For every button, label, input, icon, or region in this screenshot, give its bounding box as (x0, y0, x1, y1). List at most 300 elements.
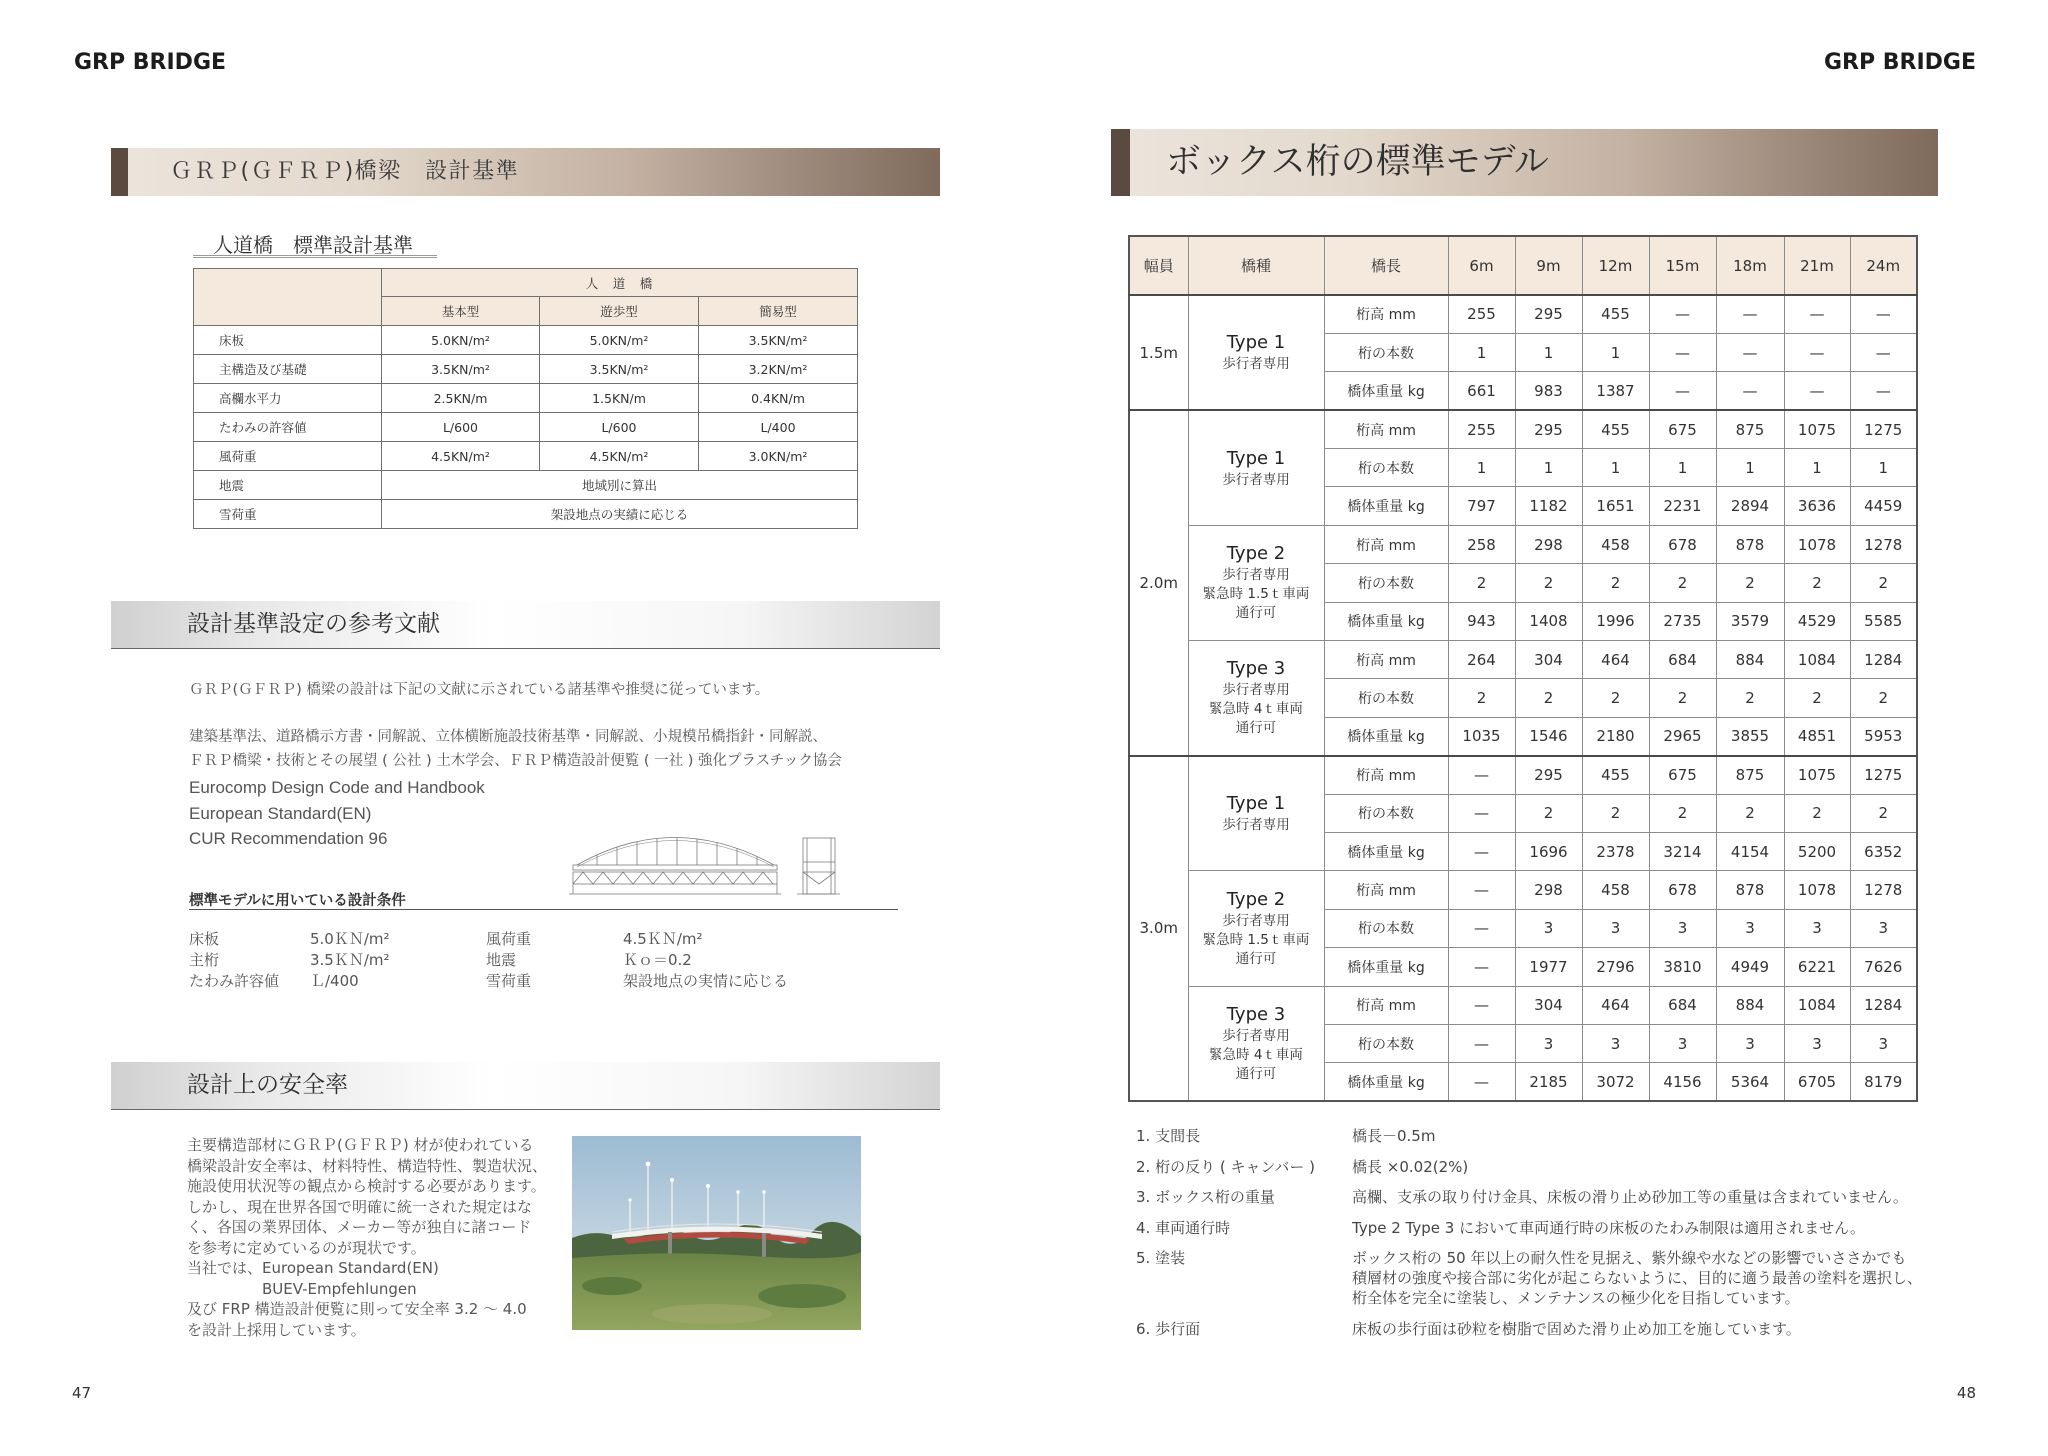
column-header-span: 9m (1515, 236, 1582, 295)
banner-accent-strip (1111, 129, 1130, 196)
type-cell (1188, 525, 1324, 640)
column-header-span: 6m (1448, 236, 1515, 295)
type-description: 歩行者専用 (1222, 912, 1290, 929)
value-cell: 5.0KN/m² (382, 326, 540, 355)
merged-cell: 架設地点の実績に応じる (382, 500, 858, 529)
value-cell: 2 (1515, 564, 1582, 602)
value-cell: L/600 (382, 413, 540, 442)
table-row (1129, 986, 1917, 1024)
value-cell: 1084 (1784, 986, 1850, 1024)
value-cell: 2 (1784, 564, 1850, 602)
value-cell: 255 (1448, 410, 1515, 448)
value-cell: — (1448, 756, 1515, 794)
value-cell: 684 (1649, 986, 1716, 1024)
paragraph-line: 及び FRP 構造設計便覧に則って安全率 3.2 ～ 4.0 (187, 1300, 527, 1318)
row-label: 橋体重量 kg (1324, 948, 1448, 986)
value-cell: 7626 (1850, 948, 1917, 986)
value-cell: 6221 (1784, 948, 1850, 986)
note-text (1352, 1126, 1435, 1146)
value-cell: 464 (1582, 986, 1649, 1024)
value-cell: 3072 (1582, 1063, 1649, 1101)
value-cell: 2 (1649, 679, 1716, 717)
row-label: 橋体重量 kg (1324, 832, 1448, 870)
value-cell: 943 (1448, 602, 1515, 640)
condition-label: 地震 (486, 951, 517, 969)
value-cell: 295 (1515, 410, 1582, 448)
row-label: 橋体重量 kg (1324, 372, 1448, 410)
section-band-references (111, 601, 940, 649)
type-cell (1188, 295, 1324, 410)
value-cell: 2 (1448, 564, 1515, 602)
value-cell: 1 (1515, 333, 1582, 371)
value-cell: — (1448, 1024, 1515, 1062)
value-cell: 304 (1515, 641, 1582, 679)
design-standard-table (193, 268, 858, 529)
type-description: 通行可 (1235, 720, 1277, 737)
type-description: 歩行者専用 (1222, 1027, 1290, 1044)
value-cell: 1 (1448, 333, 1515, 371)
note-line: 桁全体を完全に塗装し、メンテナンスの極少化を目指しています。 (1352, 1289, 1800, 1307)
box-girder-table (1128, 235, 1918, 1102)
bridge-elevation-drawing (569, 832, 840, 901)
table-row (194, 471, 858, 500)
value-cell: — (1649, 372, 1716, 410)
value-cell: 878 (1716, 525, 1784, 563)
row-label: 高欄水平力 (194, 384, 382, 413)
note-label: 2. 桁の反り ( キャンバー ) (1136, 1157, 1316, 1176)
row-label: 桁高 mm (1324, 871, 1448, 909)
value-cell: 2796 (1582, 948, 1649, 986)
value-cell: 3636 (1784, 487, 1850, 525)
column-header-length: 橋長 (1324, 236, 1448, 295)
value-cell: 3.5KN/m² (540, 355, 699, 384)
column-header-span: 24m (1850, 236, 1917, 295)
value-cell: 3 (1850, 909, 1917, 947)
value-cell: 3 (1582, 909, 1649, 947)
note-line: 高欄、支承の取り付け金具、床板の滑り止め砂加工等の重量は含まれていません。 (1352, 1188, 1908, 1206)
value-cell: 2 (1716, 679, 1784, 717)
type-description: 緊急時 4ｔ車両 (1209, 701, 1303, 718)
section-title: 設計上の安全率 (187, 1072, 348, 1098)
value-cell: 295 (1515, 295, 1582, 333)
value-cell: 1 (1716, 449, 1784, 487)
value-cell: 2 (1649, 794, 1716, 832)
value-cell: L/600 (540, 413, 699, 442)
condition-value: 5.0ＫＮ/m² (310, 930, 390, 948)
bridge-photo (572, 1136, 861, 1330)
width-cell: 2.0m (1129, 410, 1188, 756)
column-header-span: 15m (1649, 236, 1716, 295)
table-notes (1136, 1126, 1922, 1339)
international-sources (189, 775, 485, 852)
value-cell: 458 (1582, 525, 1649, 563)
value-cell: — (1784, 333, 1850, 371)
table-row (194, 413, 858, 442)
paragraph-line: を設計上採用しています。 (187, 1320, 366, 1339)
type-name: Type 3 (1226, 1003, 1286, 1025)
value-cell: 2231 (1649, 487, 1716, 525)
column-header-span: 21m (1784, 236, 1850, 295)
value-cell: 678 (1649, 871, 1716, 909)
value-cell: 3.0KN/m² (699, 442, 858, 471)
type-description: 歩行者専用 (1222, 356, 1290, 373)
japanese-sources (189, 725, 842, 773)
value-cell: 3.2KN/m² (699, 355, 858, 384)
row-label: たわみの許容値 (194, 413, 382, 442)
value-cell: 675 (1649, 410, 1716, 448)
value-cell: 678 (1649, 525, 1716, 563)
table-row (1129, 295, 1917, 333)
value-cell: 464 (1582, 641, 1649, 679)
note-line: 橋長 ×0.02(2%) (1352, 1157, 1469, 1176)
paragraph-line: 橋梁設計安全率は、材料特性、構造特性、製造状況、 (187, 1156, 548, 1175)
source-line: ＦＲＰ橋梁・技術とその展望 ( 公社 ) 土木学会、ＦＲＰ構造設計便覧 ( 一社 ) 強化プラスチック協会 (189, 753, 842, 769)
section-title: ＧＲＰ(ＧＦＲＰ)橋梁 設計基準 (170, 159, 520, 184)
column-header-width: 幅員 (1129, 236, 1188, 295)
value-cell: 6705 (1784, 1063, 1850, 1101)
value-cell: 1084 (1784, 641, 1850, 679)
value-cell: 258 (1448, 525, 1515, 563)
value-cell: 1 (1582, 333, 1649, 371)
note-line: ボックス桁の 50 年以上の耐久性を見据え、紫外線や水などの影響でいささかでも (1352, 1249, 1907, 1267)
column-header: 簡易型 (699, 297, 858, 326)
condition-label: 雪荷重 (486, 972, 532, 990)
row-label: 桁高 mm (1324, 986, 1448, 1024)
section-title: ボックス桁の標準モデル (1166, 142, 1549, 182)
banner-accent-strip (111, 148, 128, 196)
value-cell: 5364 (1716, 1063, 1784, 1101)
source-line: Eurocomp Design Code and Handbook (189, 778, 485, 797)
value-cell: 4.5KN/m² (382, 442, 540, 471)
value-cell: 2 (1582, 564, 1649, 602)
value-cell: 0.4KN/m (699, 384, 858, 413)
design-conditions (189, 929, 788, 992)
value-cell: 5585 (1850, 602, 1917, 640)
type-cell (1188, 871, 1324, 986)
type-name: Type 1 (1226, 793, 1286, 815)
value-cell: 3855 (1716, 717, 1784, 755)
references-intro: ＧＲＰ(ＧＦＲＰ) 橋梁の設計は下記の文献に示されている諸基準や推奨に従っています。 (189, 682, 770, 698)
value-cell: — (1448, 948, 1515, 986)
note-line: Type 2 Type 3 において車両通行時の床板のたわみ制限は適用されません。 (1352, 1218, 1865, 1237)
type-description: 緊急時 1.5ｔ車両 (1202, 586, 1310, 603)
value-cell: 4459 (1850, 487, 1917, 525)
condition-value: 架設地点の実情に応じる (623, 972, 789, 990)
note-text (1352, 1248, 1922, 1308)
type-description: 通行可 (1235, 950, 1277, 967)
value-cell: 3 (1515, 1024, 1582, 1062)
paragraph-line: しかし、現在世界各国で明確に統一された規定はな (187, 1197, 533, 1216)
row-label: 橋体重量 kg (1324, 602, 1448, 640)
condition-value: 4.5ＫＮ/m² (623, 930, 703, 948)
value-cell: 2894 (1716, 487, 1784, 525)
paragraph-line: く、各国の業界団体、メーカー等が独自に諸コード (187, 1218, 532, 1236)
value-cell: 1408 (1515, 602, 1582, 640)
note-label: 1. 支間長 (1136, 1127, 1201, 1145)
value-cell: 3214 (1649, 832, 1716, 870)
type-name: Type 1 (1226, 447, 1286, 469)
value-cell: 2185 (1515, 1063, 1582, 1101)
value-cell: 2 (1716, 564, 1784, 602)
value-cell: — (1649, 333, 1716, 371)
value-cell: 2965 (1649, 717, 1716, 755)
type-cell (1188, 641, 1324, 756)
condition-value: 3.5ＫＮ/m² (310, 951, 390, 969)
value-cell: 2 (1649, 564, 1716, 602)
note-row (1136, 1319, 1922, 1339)
value-cell: 1977 (1515, 948, 1582, 986)
value-cell: — (1784, 295, 1850, 333)
row-label: 桁の本数 (1324, 333, 1448, 371)
note-line: 床板の歩行面は砂粒を樹脂で固めた滑り止め加工を施しています。 (1352, 1319, 1801, 1338)
table-corner-cell (194, 269, 382, 326)
row-label: 橋体重量 kg (1324, 1063, 1448, 1101)
table-row (1129, 756, 1917, 794)
value-cell: 304 (1515, 986, 1582, 1024)
note-row (1136, 1187, 1922, 1207)
row-label: 桁高 mm (1324, 410, 1448, 448)
value-cell: 1275 (1850, 756, 1917, 794)
value-cell: — (1850, 333, 1917, 371)
value-cell: 2.5KN/m (382, 384, 540, 413)
note-label: 5. 塗装 (1136, 1249, 1186, 1267)
paragraph-line: 主要構造部材にＧＲＰ(ＧＦＲＰ) 材が使われている (187, 1136, 534, 1154)
value-cell: — (1850, 295, 1917, 333)
value-cell: 797 (1448, 487, 1515, 525)
value-cell: 2 (1850, 564, 1917, 602)
value-cell: 255 (1448, 295, 1515, 333)
value-cell: — (1850, 372, 1917, 410)
paragraph-line: 当社では、European Standard(EN) (187, 1259, 439, 1277)
source-line: 建築基準法、道路橋示方書・同解説、立体横断施設技術基準・同解説、小規模吊橋指針・同解説、 (189, 729, 827, 745)
value-cell: 5953 (1850, 717, 1917, 755)
value-cell: 6352 (1850, 832, 1917, 870)
value-cell: 4529 (1784, 602, 1850, 640)
value-cell: 3810 (1649, 948, 1716, 986)
table-subtitle: 人道橋 標準設計基準 (213, 233, 413, 257)
note-text (1352, 1319, 1801, 1339)
value-cell: L/400 (699, 413, 858, 442)
value-cell: 3579 (1716, 602, 1784, 640)
row-label: 桁高 mm (1324, 525, 1448, 563)
type-name: Type 3 (1226, 658, 1286, 680)
value-cell: 1.5KN/m (540, 384, 699, 413)
value-cell: 983 (1515, 372, 1582, 410)
value-cell: 2378 (1582, 832, 1649, 870)
value-cell: 1 (1448, 449, 1515, 487)
row-label: 雪荷重 (194, 500, 382, 529)
type-description: 歩行者専用 (1222, 682, 1290, 699)
value-cell: — (1716, 372, 1784, 410)
condition-label: たわみ許容値 (189, 972, 280, 990)
value-cell: 1275 (1850, 410, 1917, 448)
row-label: 桁の本数 (1324, 449, 1448, 487)
table-row (194, 355, 858, 384)
value-cell: 1 (1582, 449, 1649, 487)
value-cell: 455 (1582, 410, 1649, 448)
page-number-left: 47 (72, 1384, 92, 1402)
type-cell (1188, 986, 1324, 1101)
column-header: 遊歩型 (540, 297, 699, 326)
value-cell: 2 (1850, 794, 1917, 832)
value-cell: — (1448, 1063, 1515, 1101)
value-cell: 4851 (1784, 717, 1850, 755)
value-cell: 458 (1582, 871, 1649, 909)
row-label: 桁の本数 (1324, 564, 1448, 602)
width-cell: 3.0m (1129, 756, 1188, 1102)
note-row (1136, 1157, 1922, 1177)
value-cell: 1075 (1784, 756, 1850, 794)
value-cell: 3 (1649, 909, 1716, 947)
value-cell: 1078 (1784, 525, 1850, 563)
value-cell: 1387 (1582, 372, 1649, 410)
value-cell: 4154 (1716, 832, 1784, 870)
row-label: 風荷重 (194, 442, 382, 471)
value-cell: 1035 (1448, 717, 1515, 755)
value-cell: 1651 (1582, 487, 1649, 525)
value-cell: 1 (1649, 449, 1716, 487)
condition-value: Ｋｏ＝0.2 (623, 951, 692, 969)
condition-label: 風荷重 (486, 930, 532, 948)
table-row (1129, 525, 1917, 563)
value-cell: — (1716, 333, 1784, 371)
group-header: 人 道 橋 (382, 269, 858, 297)
value-cell: 8179 (1850, 1063, 1917, 1101)
value-cell: 455 (1582, 295, 1649, 333)
row-label: 桁高 mm (1324, 641, 1448, 679)
value-cell: 2 (1850, 679, 1917, 717)
value-cell: 675 (1649, 756, 1716, 794)
value-cell: — (1448, 794, 1515, 832)
note-line: 橋長－0.5m (1352, 1127, 1436, 1145)
type-description: 歩行者専用 (1222, 817, 1290, 834)
section-banner-box-girder (1111, 129, 1938, 196)
value-cell: 5200 (1784, 832, 1850, 870)
merged-cell: 地域別に算出 (382, 471, 858, 500)
type-cell (1188, 756, 1324, 871)
row-label: 桁の本数 (1324, 679, 1448, 717)
condition-label: 主桁 (189, 951, 220, 969)
value-cell: 2 (1716, 794, 1784, 832)
value-cell: 1078 (1784, 871, 1850, 909)
note-label: 3. ボックス桁の重量 (1136, 1188, 1275, 1206)
type-description: 通行可 (1235, 605, 1277, 622)
value-cell: 2180 (1582, 717, 1649, 755)
note-text (1352, 1157, 1468, 1177)
condition-label: 床板 (189, 930, 220, 948)
value-cell: 4.5KN/m² (540, 442, 699, 471)
type-description: 通行可 (1235, 1065, 1277, 1082)
value-cell: 3 (1716, 909, 1784, 947)
value-cell: 1 (1784, 449, 1850, 487)
value-cell: 2 (1582, 794, 1649, 832)
safety-paragraph (187, 1135, 547, 1340)
type-name: Type 2 (1226, 888, 1286, 910)
value-cell: 3 (1850, 1024, 1917, 1062)
brand-header-left: GRP BRIDGE (74, 50, 227, 75)
row-label: 床板 (194, 326, 382, 355)
value-cell: 455 (1582, 756, 1649, 794)
value-cell: 2735 (1649, 602, 1716, 640)
note-row (1136, 1218, 1922, 1238)
row-label: 桁の本数 (1324, 1024, 1448, 1062)
paragraph-line: を参考に定めているのが現状です。 (187, 1238, 426, 1257)
value-cell: 1 (1850, 449, 1917, 487)
value-cell: 2 (1515, 679, 1582, 717)
value-cell: — (1716, 295, 1784, 333)
table-row (194, 326, 858, 355)
value-cell: 884 (1716, 641, 1784, 679)
value-cell: 295 (1515, 756, 1582, 794)
section-title: 設計基準設定の参考文献 (187, 611, 440, 637)
table-row (1129, 871, 1917, 909)
value-cell: 875 (1716, 756, 1784, 794)
value-cell: 684 (1649, 641, 1716, 679)
value-cell: 1182 (1515, 487, 1582, 525)
note-row (1136, 1126, 1922, 1146)
value-cell: 1075 (1784, 410, 1850, 448)
source-line: CUR Recommendation 96 (189, 829, 388, 848)
value-cell: — (1649, 295, 1716, 333)
value-cell: 1278 (1850, 871, 1917, 909)
note-line: 積層材の強度や接合部に劣化が起こらないように、目的に適う最善の塗料を選択し、 (1352, 1269, 1923, 1287)
column-header-span: 12m (1582, 236, 1649, 295)
value-cell: 1 (1515, 449, 1582, 487)
section-banner-design-standard (111, 148, 940, 196)
value-cell: 1696 (1515, 832, 1582, 870)
value-cell: 2 (1582, 679, 1649, 717)
value-cell: 298 (1515, 871, 1582, 909)
value-cell: 661 (1448, 372, 1515, 410)
row-label: 桁高 mm (1324, 295, 1448, 333)
column-header: 基本型 (382, 297, 540, 326)
value-cell: 264 (1448, 641, 1515, 679)
type-description: 緊急時 4ｔ車両 (1209, 1046, 1303, 1063)
value-cell: — (1448, 909, 1515, 947)
note-label: 4. 車両通行時 (1136, 1218, 1231, 1237)
column-header-type: 橋種 (1188, 236, 1324, 295)
value-cell: 1284 (1850, 641, 1917, 679)
value-cell: 2 (1448, 679, 1515, 717)
row-label: 橋体重量 kg (1324, 717, 1448, 755)
value-cell: 4949 (1716, 948, 1784, 986)
value-cell: — (1784, 372, 1850, 410)
subtitle-underline (193, 255, 437, 258)
source-line: European Standard(EN) (189, 803, 372, 823)
value-cell: 1996 (1582, 602, 1649, 640)
table-row (194, 442, 858, 471)
row-label: 桁の本数 (1324, 794, 1448, 832)
row-label: 地震 (194, 471, 382, 500)
page-number-right: 48 (1956, 1384, 1976, 1402)
conditions-title: 標準モデルに用いている設計条件 (189, 893, 406, 909)
value-cell: 3 (1515, 909, 1582, 947)
note-text (1352, 1218, 1865, 1238)
value-cell: 3 (1716, 1024, 1784, 1062)
type-cell (1188, 410, 1324, 525)
table-row (194, 384, 858, 413)
column-header-span: 18m (1716, 236, 1784, 295)
value-cell: — (1448, 832, 1515, 870)
value-cell: 298 (1515, 525, 1582, 563)
value-cell: 3.5KN/m² (699, 326, 858, 355)
value-cell: 3 (1784, 1024, 1850, 1062)
value-cell: 1546 (1515, 717, 1582, 755)
row-label: 桁の本数 (1324, 909, 1448, 947)
value-cell: 875 (1716, 410, 1784, 448)
value-cell: 3 (1582, 1024, 1649, 1062)
section-band-safety (111, 1062, 940, 1110)
